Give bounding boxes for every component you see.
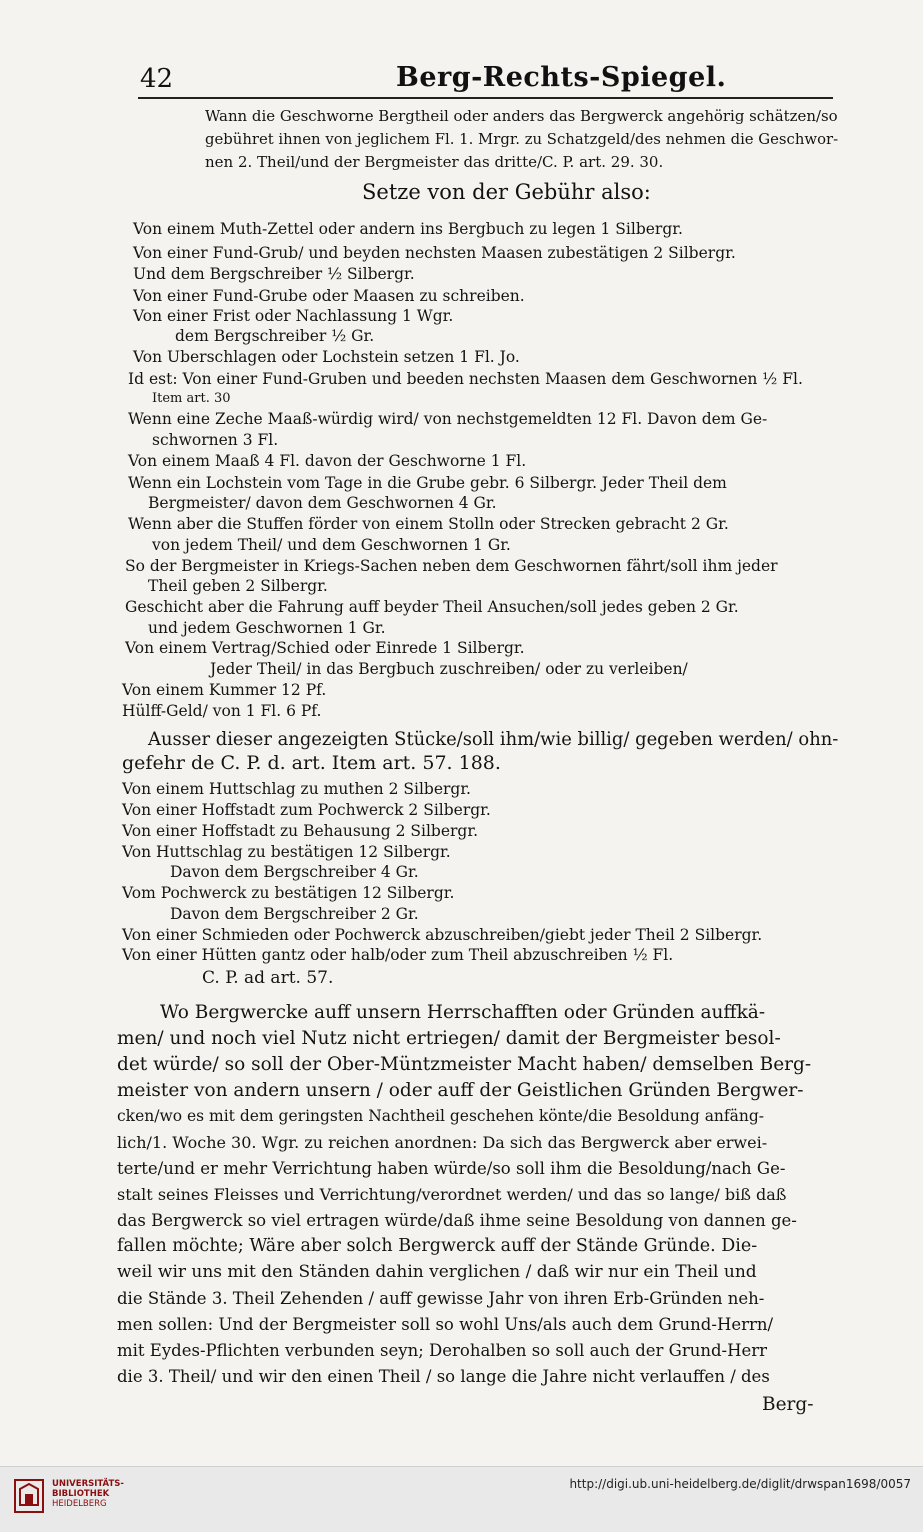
library-name <box>52 1479 124 1509</box>
fee-line: von jedem Theil/ und dem Geschwornen 1 Gr. <box>152 536 511 554</box>
fee-line: Von einer Frist oder Nachlassung 1 Wgr. <box>133 307 454 325</box>
intro-line: nen 2. Theil/und der Bergmeister das dritte/C. P. art. 29. 30. <box>205 153 664 171</box>
fee-line: Von einem Muth-Zettel oder andern ins Bergbuch zu legen 1 Silbergr. <box>133 220 683 238</box>
body-line: lich/1. Woche 30. Wgr. zu reichen anordnen: Da sich das Bergwerck aber erwei- <box>117 1133 768 1152</box>
fee-line: Wenn aber die Stuffen förder von einem Stolln oder Strecken gebracht 2 Gr. <box>128 515 729 533</box>
fee-line: Jeder Theil/ in das Bergbuch zuschreiben/ oder zu verleiben/ <box>210 660 688 678</box>
fee-line: Von Huttschlag zu bestätigen 12 Silbergr. <box>122 843 451 861</box>
fee-line: schwornen 3 Fl. <box>152 431 279 449</box>
fee-line: Bergmeister/ davon dem Geschwornen 4 Gr. <box>148 494 497 512</box>
fee-line: Hülff-Geld/ von 1 Fl. 6 Pf. <box>122 702 322 720</box>
fee-line: Von einer Hoffstadt zu Behausung 2 Silbergr. <box>122 822 478 840</box>
library-name-line: HEIDELBERG <box>52 1499 107 1509</box>
fee-line: Von einer Fund-Grube oder Maasen zu schreiben. <box>133 287 525 305</box>
body-line: meister von andern unsern / oder auff der Geistlichen Gründen Bergwer- <box>117 1080 804 1101</box>
fee-line: Von einem Vertrag/Schied oder Einrede 1 Silbergr. <box>125 639 525 657</box>
body-line: fallen möchte; Wäre aber solch Bergwerck auff der Stände Gründe. Die- <box>117 1236 758 1256</box>
body-line: weil wir uns mit den Ständen dahin verglichen / daß wir nur ein Theil und <box>117 1262 757 1282</box>
fee-line: Von einer Hütten gantz oder halb/oder zum Theil abzuschreiben ½ Fl. <box>122 946 674 964</box>
source-url-link[interactable]: http://digi.ub.uni-heidelberg.de/diglit/drwspan1698/0057 <box>569 1477 911 1491</box>
fee-line: Geschicht aber die Fahrung auff beyder Theil Ansuchen/soll jedes geben 2 Gr. <box>125 598 739 616</box>
fee-line: Wenn eine Zeche Maaß-würdig wird/ von nechstgemeldten 12 Fl. Davon dem Ge- <box>128 410 768 428</box>
fee-line: dem Bergschreiber ½ Gr. <box>175 327 375 345</box>
fee-line: Von einem Maaß 4 Fl. davon der Geschworne 1 Fl. <box>128 452 527 470</box>
catchword: Berg- <box>762 1394 814 1415</box>
middle-line: Ausser dieser angezeigten Stücke/soll ihm/wie billig/ gegeben werden/ ohn- <box>148 728 839 750</box>
fee-line: So der Bergmeister in Kriegs-Sachen neben dem Geschwornen fährt/soll ihm jeder <box>125 557 778 575</box>
fee-line: Wenn ein Lochstein vom Tage in die Grube gebr. 6 Silbergr. Jeder Theil dem <box>128 474 727 492</box>
fee-line: C. P. ad art. 57. <box>202 968 334 988</box>
page-number: 42 <box>140 64 174 94</box>
fee-line: und jedem Geschwornen 1 Gr. <box>148 619 386 637</box>
body-line: det würde/ so soll der Ober-Müntzmeister Macht haben/ demselben Berg- <box>117 1054 812 1075</box>
fee-line: Und dem Bergschreiber ½ Silbergr. <box>133 265 415 283</box>
body-line: das Bergwerck so viel ertragen würde/daß ihme seine Besoldung von dannen ge- <box>117 1211 797 1230</box>
fee-line: Id est: Von einer Fund-Gruben und beeden nechsten Maasen dem Geschwornen ½ Fl. <box>128 370 803 388</box>
body-line: stalt seines Fleisses und Verrichtung/verordnet werden/ und das so lange/ biß daß <box>117 1185 787 1204</box>
fee-line: Vom Pochwerck zu bestätigen 12 Silbergr. <box>122 884 455 902</box>
body-line: men/ und noch viel Nutz nicht ertriegen/ damit der Bergmeister besol- <box>117 1028 781 1049</box>
fee-line: Theil geben 2 Silbergr. <box>148 577 328 595</box>
body-line: men sollen: Und der Bergmeister soll so wohl Uns/als auch dem Grund-Herrn/ <box>117 1315 774 1334</box>
section-subheading: Setze von der Gebühr also: <box>362 180 651 204</box>
body-line: die Stände 3. Theil Zehenden / auff gewisse Jahr von ihren Erb-Gründen neh- <box>117 1289 765 1308</box>
intro-line: Wann die Geschworne Bergtheil oder anders das Bergwerck angehörig schätzen/so <box>205 107 838 125</box>
fee-line: Von Uberschlagen oder Lochstein setzen 1 Fl. Jo. <box>133 348 520 366</box>
header-rule <box>138 97 833 99</box>
body-line: Wo Bergwercke auff unsern Herrschafften oder Gründen auffkä- <box>160 1002 766 1023</box>
viewer-footer <box>0 1466 923 1532</box>
fee-line: Davon dem Bergschreiber 2 Gr. <box>170 905 419 923</box>
library-name-line: UNIVERSITÄTS- <box>52 1479 124 1489</box>
body-line: terte/und er mehr Verrichtung haben würde/so soll ihm die Besoldung/nach Ge- <box>117 1159 786 1178</box>
library-name-line: BIBLIOTHEK <box>52 1489 110 1499</box>
fee-line: Von einem Kummer 12 Pf. <box>122 681 327 699</box>
body-line: cken/wo es mit dem geringsten Nachtheil geschehen könte/die Besoldung anfäng- <box>117 1107 765 1125</box>
fee-line: Von einer Schmieden oder Pochwerck abzuschreiben/giebt jeder Theil 2 Silbergr. <box>122 926 763 944</box>
fee-line: Von einer Hoffstadt zum Pochwerck 2 Silbergr. <box>122 801 491 819</box>
fee-line: Von einer Fund-Grub/ und beyden nechsten Maasen zubestätigen 2 Silbergr. <box>133 244 736 262</box>
middle-line: gefehr de C. P. d. art. Item art. 57. 188. <box>122 752 501 774</box>
body-line: mit Eydes-Pflichten verbunden seyn; Derohalben so soll auch der Grund-Herr <box>117 1341 768 1360</box>
page-title: Berg-Rechts-Spiegel. <box>396 62 727 93</box>
intro-line: gebühret ihnen von jeglichem Fl. 1. Mrgr. zu Schatzgeld/des nehmen die Geschwor- <box>205 130 839 148</box>
body-line: die 3. Theil/ und wir den einen Theil / so lange die Jahre nicht verlauffen / des <box>117 1367 770 1386</box>
fee-line: Von einem Huttschlag zu muthen 2 Silbergr. <box>122 780 471 798</box>
fee-line: Davon dem Bergschreiber 4 Gr. <box>170 863 419 881</box>
fee-line: Item art. 30 <box>152 391 231 406</box>
library-logo-icon <box>14 1479 44 1513</box>
